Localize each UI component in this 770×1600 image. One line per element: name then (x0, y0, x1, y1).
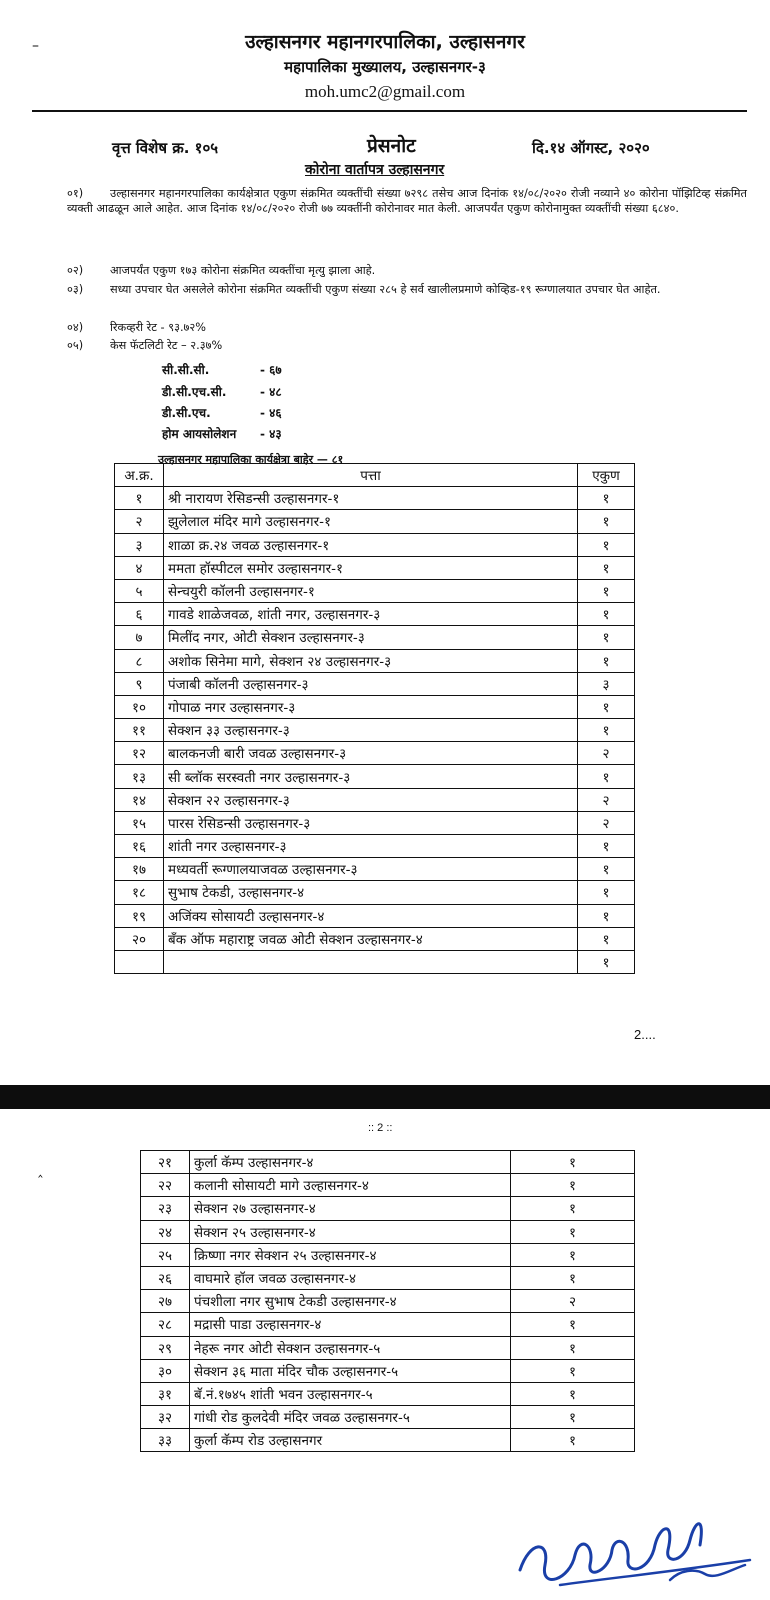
point-1 (67, 186, 747, 216)
page-continuation: 2.... (634, 1027, 656, 1042)
table-row (115, 579, 635, 602)
cell-total: १ (511, 1429, 635, 1452)
cell-serial: ३१ (141, 1382, 190, 1405)
cell-total: १ (511, 1266, 635, 1289)
cell-address: सेक्शन ३६ माता मंदिर चौक उल्हासनगर-५ (190, 1359, 511, 1382)
cell-serial: १९ (115, 904, 164, 927)
cell-address: श्री नारायण रेसिडन्सी उल्हासनगर-१ (164, 487, 578, 510)
cell-address: सेक्शन ३३ उल्हासनगर-३ (164, 719, 578, 742)
cell-total: १ (578, 626, 635, 649)
table-row (115, 672, 635, 695)
header-address: पत्ता (164, 464, 578, 487)
document-date: दि.१४ ऑगस्ट, २०२० (532, 139, 650, 157)
category-label: डी.सी.एच. (162, 406, 211, 420)
cell-address: मध्यवर्ती रूग्णालयाजवळ उल्हासनगर-३ (164, 858, 578, 881)
cell-total: १ (578, 510, 635, 533)
cell-serial: १६ (115, 835, 164, 858)
cell-total: १ (578, 904, 635, 927)
table-row (141, 1151, 635, 1174)
cell-total: १ (578, 858, 635, 881)
page-break-bar (0, 1085, 770, 1109)
cell-address: सेक्शन २७ उल्हासनगर-४ (190, 1197, 511, 1220)
category-label: डी.सी.एच.सी. (162, 385, 227, 399)
table-row (115, 765, 635, 788)
table-row (141, 1266, 635, 1289)
table-row (141, 1313, 635, 1336)
header-total: एकुण (578, 464, 635, 487)
table-row (115, 904, 635, 927)
table-row (115, 835, 635, 858)
point-2 (67, 263, 747, 278)
table-row (115, 858, 635, 881)
cell-total: २ (511, 1290, 635, 1313)
cell-serial: १४ (115, 788, 164, 811)
cell-address: सुभाष टेकडी, उल्हासनगर-४ (164, 881, 578, 904)
table-row (141, 1359, 635, 1382)
cell-serial: ४ (115, 556, 164, 579)
cell-address: पारस रेसिडन्सी उल्हासनगर-३ (164, 811, 578, 834)
cell-total: १ (578, 533, 635, 556)
point-3 (67, 282, 747, 297)
address-table-page1 (114, 463, 635, 974)
table-row (141, 1197, 635, 1220)
table-row (115, 927, 635, 950)
cell-total: १ (511, 1382, 635, 1405)
cell-serial: २ (115, 510, 164, 533)
cell-address: मिलींद नगर, ओटी सेक्शन उल्हासनगर-३ (164, 626, 578, 649)
cell-address: सेक्शन २२ उल्हासनगर-३ (164, 788, 578, 811)
cell-serial: २५ (141, 1243, 190, 1266)
margin-mark: ‸ (38, 1162, 43, 1178)
cell-total: १ (578, 927, 635, 950)
cell-total: १ (578, 719, 635, 742)
category-label: होम आयसोलेशन (162, 427, 237, 441)
header-subtitle: महापालिका मुख्यालय, उल्हासनगर-३ (284, 58, 486, 76)
cell-serial: २३ (141, 1197, 190, 1220)
page-2-marker: :: 2 :: (368, 1122, 393, 1134)
cell-serial: ६ (115, 603, 164, 626)
table-row (141, 1290, 635, 1313)
cell-address: सी ब्लॉक सरस्वती नगर उल्हासनगर-३ (164, 765, 578, 788)
cell-total: १ (578, 649, 635, 672)
table-row (141, 1220, 635, 1243)
cell-serial: २४ (141, 1220, 190, 1243)
cell-address: पंचशीला नगर सुभाष टेकडी उल्हासनगर-४ (190, 1290, 511, 1313)
cell-serial: ३ (115, 533, 164, 556)
cell-address: कुर्ला कॅम्प उल्हासनगर-४ (190, 1151, 511, 1174)
cell-total: २ (578, 811, 635, 834)
cell-total: १ (511, 1313, 635, 1336)
point-text: सध्या उपचार घेत असलेले कोरोना संक्रमित व्यक्तींची एकुण संख्या २८५ हे सर्व खालीलप्रमाणे कोव्हिड-१९ रूग्णालयात उपचार घेत आहेत. (110, 283, 661, 296)
table-row (115, 742, 635, 765)
cell-serial: १० (115, 695, 164, 718)
category-value: - ४३ (260, 427, 282, 441)
cell-address: कुर्ला कॅम्प रोड उल्हासनगर (190, 1429, 511, 1452)
table-row (141, 1429, 635, 1452)
cell-serial: २७ (141, 1290, 190, 1313)
cell-serial: ७ (115, 626, 164, 649)
cell-address: क्रिष्णा नगर सेक्शन २५ उल्हासनगर-४ (190, 1243, 511, 1266)
table-row (115, 533, 635, 556)
table-row (141, 1382, 635, 1405)
cell-address: पंजाबी कॉलनी उल्हासनगर-३ (164, 672, 578, 695)
point-5 (67, 338, 747, 353)
table-row (115, 811, 635, 834)
cell-total: १ (578, 695, 635, 718)
cell-address: शांती नगर उल्हासनगर-३ (164, 835, 578, 858)
cell-serial: ९ (115, 672, 164, 695)
table-row (115, 649, 635, 672)
cell-serial: ११ (115, 719, 164, 742)
cell-total: १ (511, 1220, 635, 1243)
table-row (141, 1243, 635, 1266)
outside-area-note: उल्हासनगर महापालिका कार्यक्षेत्रा बाहेर — ८१ (158, 453, 344, 466)
cell-address: शाळा क्र.२४ जवळ उल्हासनगर-१ (164, 533, 578, 556)
cell-address: कलानी सोसायटी मागे उल्हासनगर-४ (190, 1174, 511, 1197)
category-value: - ४८ (260, 385, 282, 399)
cell-serial: १७ (115, 858, 164, 881)
cell-total: १ (578, 950, 635, 973)
category-home-isolation (162, 425, 282, 442)
category-ccc (162, 361, 282, 378)
header-email: moh.umc2@gmail.com (304, 82, 466, 101)
cell-serial: ३२ (141, 1406, 190, 1429)
cell-serial: १२ (115, 742, 164, 765)
cell-total: १ (511, 1151, 635, 1174)
cell-serial: ८ (115, 649, 164, 672)
table-row (115, 487, 635, 510)
cell-total: १ (511, 1336, 635, 1359)
header-serial: अ.क्र. (115, 464, 164, 487)
cell-address: झुलेलाल मंदिर मागे उल्हासनगर-१ (164, 510, 578, 533)
cell-serial: ३० (141, 1359, 190, 1382)
margin-mark: – (32, 38, 39, 54)
table-row (115, 626, 635, 649)
category-value: - ४६ (260, 406, 282, 420)
point-4 (67, 320, 747, 335)
cell-address: सेक्शन २५ उल्हासनगर-४ (190, 1220, 511, 1243)
cell-address: मद्रासी पाडा उल्हासनगर-४ (190, 1313, 511, 1336)
cell-total: १ (578, 765, 635, 788)
table-header-row (115, 464, 635, 487)
cell-total: २ (578, 742, 635, 765)
table-row (141, 1174, 635, 1197)
cell-total: १ (511, 1174, 635, 1197)
cell-serial: १ (115, 487, 164, 510)
cell-total: १ (511, 1197, 635, 1220)
cell-address: बॅ.नं.१७४५ शांती भवन उल्हासनगर-५ (190, 1382, 511, 1405)
cell-total: २ (578, 788, 635, 811)
address-table-page2 (140, 1150, 635, 1452)
category-dchc (162, 383, 282, 400)
cell-address: गांधी रोड कुलदेवी मंदिर जवळ उल्हासनगर-५ (190, 1406, 511, 1429)
cell-serial: १३ (115, 765, 164, 788)
cell-total: १ (578, 835, 635, 858)
category-dch (162, 404, 282, 421)
cell-serial: २८ (141, 1313, 190, 1336)
category-value: - ६७ (260, 363, 282, 377)
cell-address: बँक ऑफ महाराष्ट्र जवळ ओटी सेक्शन उल्हासनगर-४ (164, 927, 578, 950)
point-number: ०४) (67, 321, 84, 334)
cell-address: सेन्चयुरी कॉलनी उल्हासनगर-१ (164, 579, 578, 602)
cell-serial: १५ (115, 811, 164, 834)
document-title: प्रेसनोट (367, 135, 416, 157)
table-row (115, 788, 635, 811)
table-row (115, 603, 635, 626)
cell-total: १ (578, 881, 635, 904)
table-row (115, 719, 635, 742)
cell-total: १ (578, 579, 635, 602)
cell-serial: २६ (141, 1266, 190, 1289)
cell-address: अशोक सिनेमा मागे, सेक्शन २४ उल्हासनगर-३ (164, 649, 578, 672)
table-row (115, 881, 635, 904)
point-number: ०३) (67, 283, 84, 296)
point-text: केस फॅटलिटी रेट – २.३७% (110, 339, 223, 352)
table-row (141, 1406, 635, 1429)
category-label: सी.सी.सी. (162, 363, 210, 377)
bulletin-number: वृत्त विशेष क्र. १०५ (112, 139, 219, 157)
cell-address (164, 950, 578, 973)
cell-serial: १८ (115, 881, 164, 904)
cell-serial: २९ (141, 1336, 190, 1359)
point-text: आजपर्यंत एकुण १७३ कोरोना संक्रमित व्यक्तींचा मृत्यु झाला आहे. (110, 264, 376, 277)
cell-serial: २० (115, 927, 164, 950)
point-number: ०५) (67, 339, 84, 352)
cell-serial: ३३ (141, 1429, 190, 1452)
cell-address: अजिंक्य सोसायटी उल्हासनगर-४ (164, 904, 578, 927)
header-divider (32, 110, 747, 112)
point-text: रिकव्हरी रेट - ९३.७२% (110, 321, 207, 334)
table-row (115, 695, 635, 718)
point-number: ०२) (67, 264, 84, 277)
cell-total: १ (578, 603, 635, 626)
header-title: उल्हासनगर महानगरपालिका, उल्हासनगर (245, 31, 525, 53)
table-row (115, 556, 635, 579)
cell-address: ममता हॉस्पीटल समोर उल्हासनगर-१ (164, 556, 578, 579)
signature (500, 1500, 760, 1595)
cell-total: १ (578, 556, 635, 579)
table-row (115, 950, 635, 973)
cell-total: १ (511, 1243, 635, 1266)
cell-serial: ५ (115, 579, 164, 602)
cell-total: १ (511, 1406, 635, 1429)
point-number: ०१) (67, 187, 84, 200)
table-row (141, 1336, 635, 1359)
cell-serial: २२ (141, 1174, 190, 1197)
cell-address: वाघमारे हॉल जवळ उल्हासनगर-४ (190, 1266, 511, 1289)
cell-serial: २१ (141, 1151, 190, 1174)
cell-address: गोपाळ नगर उल्हासनगर-३ (164, 695, 578, 718)
cell-total: १ (511, 1359, 635, 1382)
table-row (115, 510, 635, 533)
cell-total: १ (578, 487, 635, 510)
subheading: कोरोना वार्तापत्र उल्हासनगर (305, 162, 445, 178)
cell-serial (115, 950, 164, 973)
cell-address: गावडे शाळेजवळ, शांती नगर, उल्हासनगर-३ (164, 603, 578, 626)
cell-address: नेहरू नगर ओटी सेक्शन उल्हासनगर-५ (190, 1336, 511, 1359)
point-text: उल्हासनगर महानगरपालिका कार्यक्षेत्रात एकुण संक्रमित व्यक्तींची संख्या ७२९८ तसेच आज दिनांक १४/०८/२०२० रोजी नव्याने ४० कोरोना पॉझिटिव्ह संक्रमित व्यक्ती आढळून आले आहेत. आज दिनांक १४/०८/२०२० रोजी ७७ व्यक्तींनी कोरोनावर मात केली. आजपर्यंत एकुण कोरोनामुक्त व्यक्तींची संख्या ६८४०. (67, 187, 747, 215)
cell-address: बालकनजी बारी जवळ उल्हासनगर-३ (164, 742, 578, 765)
cell-total: ३ (578, 672, 635, 695)
